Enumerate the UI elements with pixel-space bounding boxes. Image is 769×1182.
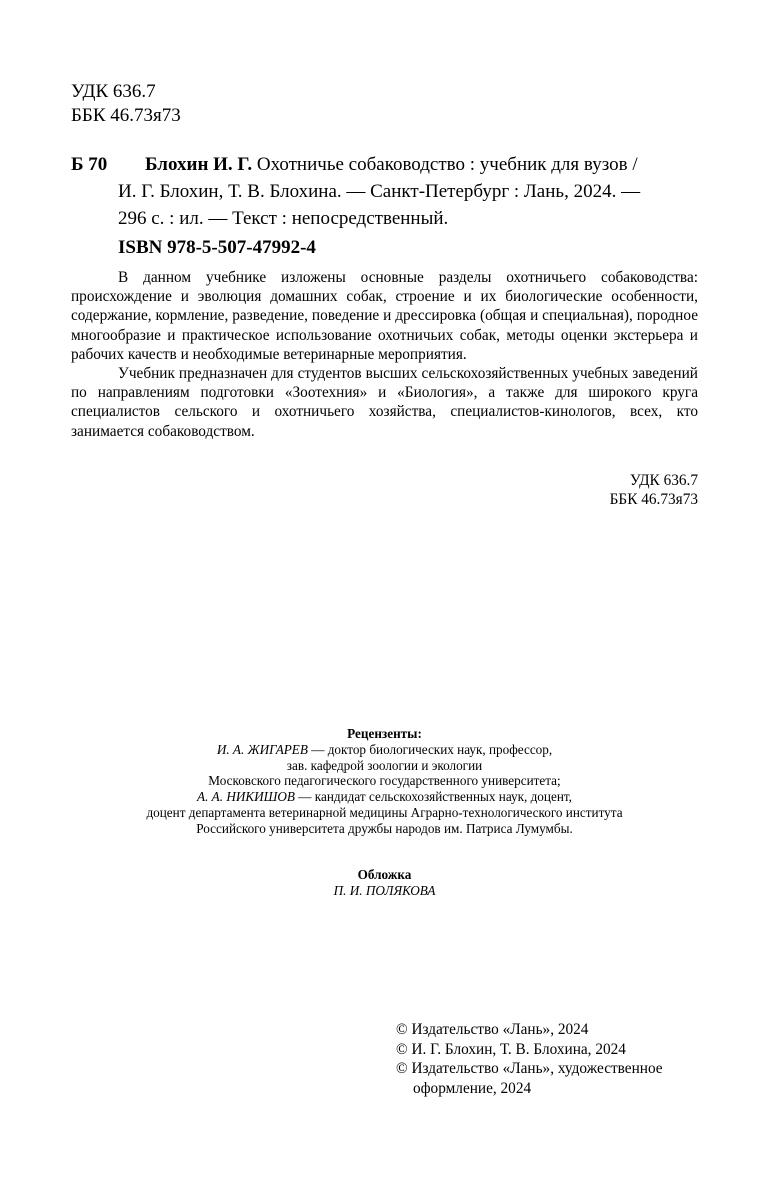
header-udk: УДК 636.7	[71, 81, 156, 102]
cover-credit	[71, 867, 698, 899]
copyright-line-4: оформление, 2024	[413, 1079, 532, 1097]
abstract-paragraph-2: Учебник предназначен для студентов высших сельскохозяйственных учебных заведений по направлениям подготовки «Зоотехния» и «Биология», а также для широкого круга специалистов сельского и охотничьего хозяйства, специалистов-кинологов, всех, кто занимается собаководством.	[71, 365, 698, 440]
title-text: Охотничье собаководство : учебник для вузов /	[256, 154, 638, 175]
reviewers-block	[71, 726, 698, 837]
reviewer-2-line-2: доцент департамента ветеринарной медицины Аграрно-технологического института	[146, 804, 623, 820]
classification-bbk: ББК 46.73я73	[609, 491, 698, 508]
reviewer-1-line-3: Московского педагогического государственного университета;	[208, 773, 561, 789]
classification-udk: УДК 636.7	[629, 472, 698, 489]
reviewer-1-name: И. А. ЖИГАРЕВ	[216, 741, 308, 757]
header-classification	[71, 80, 181, 128]
bibliographic-record	[118, 151, 698, 232]
copyright-line-2: © И. Г. Блохин, Т. В. Блохина, 2024	[396, 1040, 626, 1058]
reviewer-1-line-2: зав. кафедрой зоологии и экологии	[286, 757, 483, 773]
copyright-block	[396, 1020, 663, 1098]
bibliographic-line-2: И. Г. Блохин, Т. В. Блохина. — Санкт-Петербург : Лань, 2024. —	[118, 181, 641, 202]
reviewer-2-line-3: Российского университета дружбы народов им. Патриса Лумумбы.	[196, 820, 573, 836]
abstract-paragraph-1: В данном учебнике изложены основные разделы охотничьего собаководства: происхождение и эволюция домашних собак, строение и их биологические особенности, содержание, кормление, разведение, поведение и дрессировка (общая и специальная), породное многообразие и практическое использование охотничьих собак, методы оценки экстерьера и рабочих качеств и необходимые ветеринарные мероприятия.	[71, 269, 698, 363]
author-mark: Б 70	[71, 154, 108, 175]
reviewer-2-line-1	[71, 789, 698, 805]
reviewer-1-title: — доктор биологических наук, профессор,	[307, 741, 553, 757]
bibliographic-line-1	[118, 151, 698, 178]
bibliographic-line-3: 296 с. : ил. — Текст : непосредственный.	[118, 208, 449, 229]
isbn: ISBN 978-5-507-47992-4	[118, 237, 316, 258]
reviewer-2-name: А. А. НИКИШОВ	[197, 789, 295, 805]
reviewers-heading: Рецензенты:	[347, 726, 422, 741]
cover-designer: П. И. ПОЛЯКОВА	[333, 883, 436, 898]
copyright-line-3: © Издательство «Лань», художественное	[396, 1060, 663, 1077]
reviewer-1-line-1	[71, 742, 698, 758]
author-name: Блохин И. Г.	[145, 154, 253, 175]
classification-block	[520, 471, 698, 509]
abstract	[71, 268, 698, 441]
cover-heading: Обложка	[357, 867, 412, 882]
reviewer-2-title: — кандидат сельскохозяйственных наук, доцент,	[295, 789, 572, 805]
header-bbk: ББК 46.73я73	[71, 105, 181, 126]
copyright-line-1: © Издательство «Лань», 2024	[396, 1021, 589, 1038]
